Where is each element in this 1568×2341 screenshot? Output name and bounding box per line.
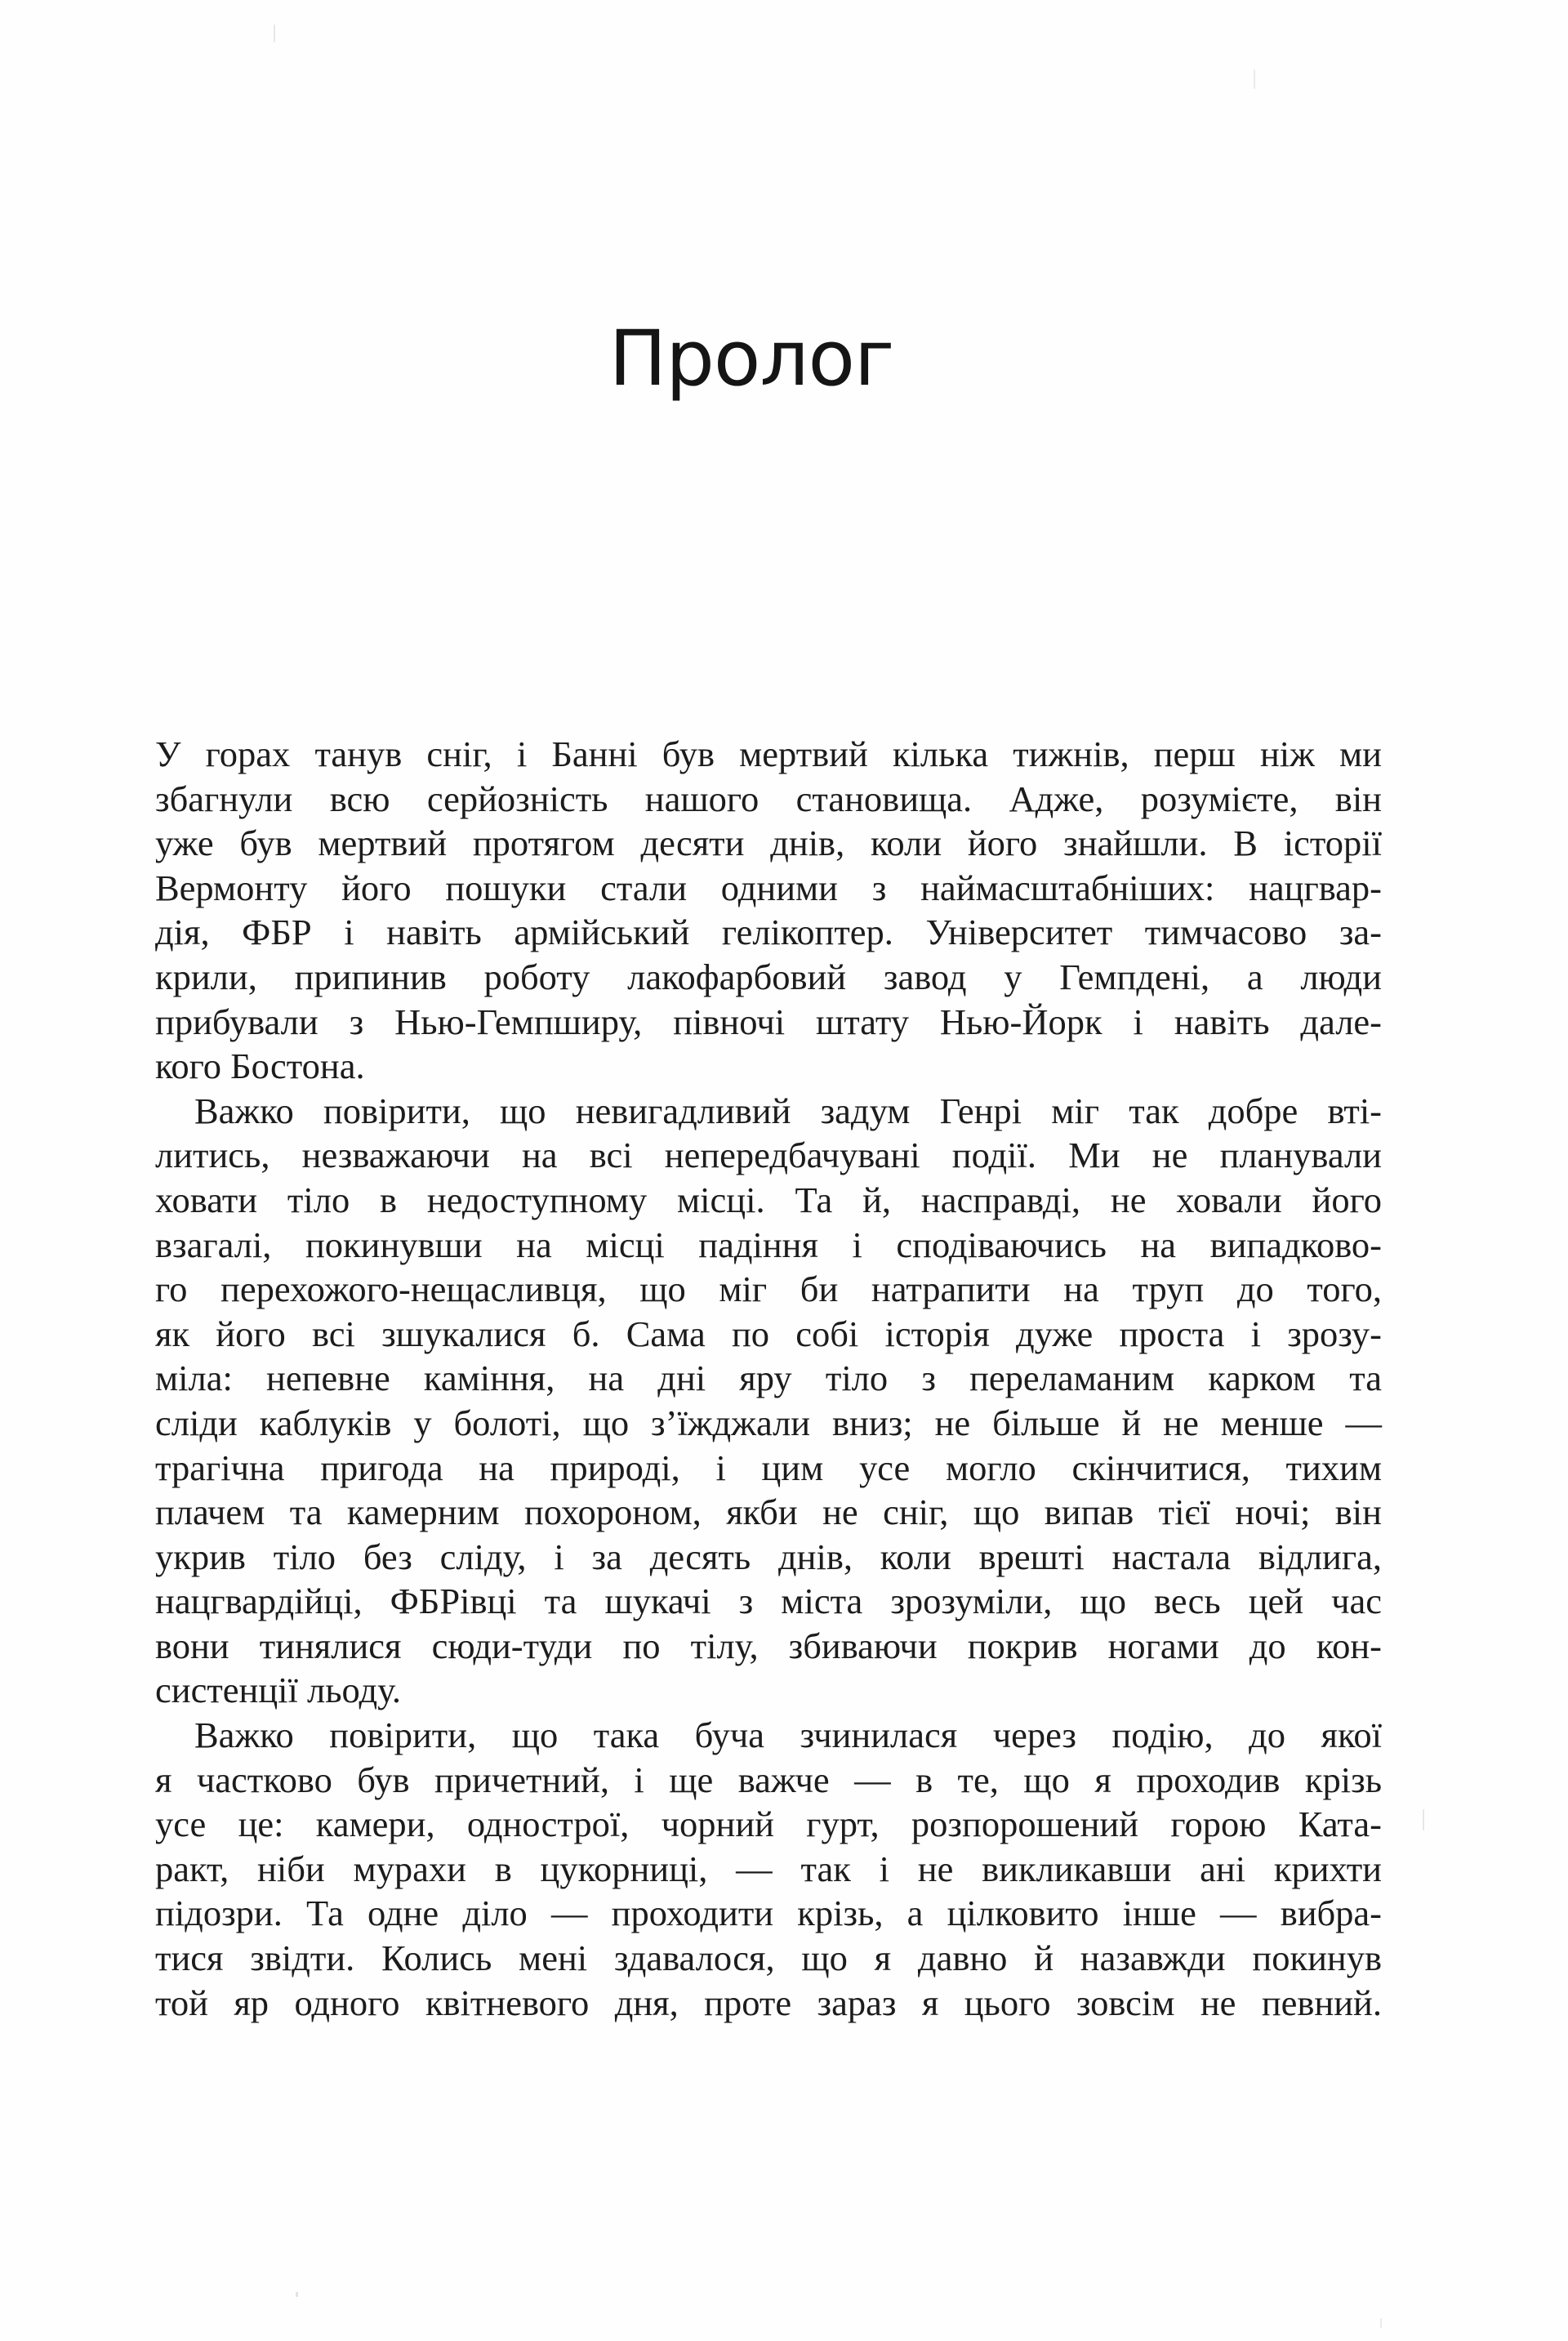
text-line: я частково був причетний, і ще важче — в те, що я проходив крізь xyxy=(155,1759,1382,1800)
paragraph-2 xyxy=(155,1089,1382,1713)
text-line: усе це: камери, однострої, чорний гурт, розпорошений горою Ката- xyxy=(155,1804,1382,1845)
text-line: вони тинялися сюди-туди по тілу, збиваючи покрив ногами до кон- xyxy=(155,1625,1382,1666)
text-line: плачем та камерним похороном, якби не сніг, що випав тієї ночі; він xyxy=(155,1492,1382,1533)
text-line: литись, незважаючи на всі непередбачувані події. Ми не планували xyxy=(155,1135,1382,1176)
scan-speck xyxy=(296,2292,298,2297)
text-line: уже був мертвий протягом десяти днів, коли його знайшли. В історії xyxy=(155,823,1382,864)
text-line: трагічна пригода на природі, і цим усе могло скінчитися, тихим xyxy=(155,1447,1382,1488)
scan-speck xyxy=(1380,2318,1382,2328)
prologue-body xyxy=(155,732,1382,2025)
text-line: прибували з Нью-Гемпширу, півночі штату Нью-Йорк і навіть дале- xyxy=(155,1001,1382,1042)
text-line: підозри. Та одне діло — проходити крізь, а цілковито інше — вибра- xyxy=(155,1893,1382,1934)
paragraph-1 xyxy=(155,732,1382,1089)
text-line: ракт, ніби мурахи в цукорниці, — так і не викликавши ані крихти xyxy=(155,1848,1382,1889)
text-line: той яр одного квітневого дня, проте зараз я цього зовсім не певний. xyxy=(155,1982,1382,2023)
text-line: крили, припинив роботу лакофарбовий завод у Гемпдені, а люди xyxy=(155,956,1382,997)
text-line: укрив тіло без сліду, і за десять днів, коли врешті настала відлига, xyxy=(155,1536,1382,1577)
text-line: ховати тіло в недоступному місці. Та й, насправді, не ховали його xyxy=(155,1179,1382,1220)
text-line: го перехожого-нещасливця, що міг би натрапити на труп до того, xyxy=(155,1269,1382,1310)
text-line: кого Бостона. xyxy=(155,1046,365,1087)
text-line: У горах танув сніг, і Банні був мертвий кілька тижнів, перш ніж ми xyxy=(155,734,1382,774)
scan-speck xyxy=(1254,69,1255,89)
text-line: міла: непевне каміння, на дні яру тіло з переламаним карком та xyxy=(155,1358,1382,1399)
scan-speck xyxy=(1423,1809,1424,1830)
paragraph-3 xyxy=(155,1713,1382,2025)
text-line: Вермонту його пошуки стали одними з наймасштабніших: нацгвар- xyxy=(155,867,1382,908)
text-line: Важко повірити, що така буча зчинилася через подію, до якої xyxy=(194,1715,1382,1756)
text-line: тися звідти. Колись мені здавалося, що я давно й назавжди покинув xyxy=(155,1937,1382,1979)
chapter-title: Пролог xyxy=(608,314,894,404)
text-line: нацгвардійці, ФБРівці та шукачі з міста зрозуміли, що весь цей час xyxy=(155,1581,1382,1622)
text-line: сліди каблуків у болоті, що з’їжджали вниз; не більше й не менше — xyxy=(155,1402,1382,1443)
text-line: дія, ФБР і навіть армійський гелікоптер. Університет тимчасово за- xyxy=(155,912,1382,953)
text-line: взагалі, покинувши на місці падіння і сподіваючись на випадково- xyxy=(155,1224,1382,1265)
text-line: як його всі зшукалися б. Сама по собі історія дуже проста і зрозу- xyxy=(155,1313,1382,1354)
text-line: систенції льоду. xyxy=(155,1670,402,1711)
text-line: збагнули всю серйозність нашого становища. Адже, розумієте, він xyxy=(155,778,1382,819)
text-line: Важко повірити, що невигадливий задум Генрі міг так добре вті- xyxy=(194,1090,1382,1131)
scan-speck xyxy=(274,25,275,42)
